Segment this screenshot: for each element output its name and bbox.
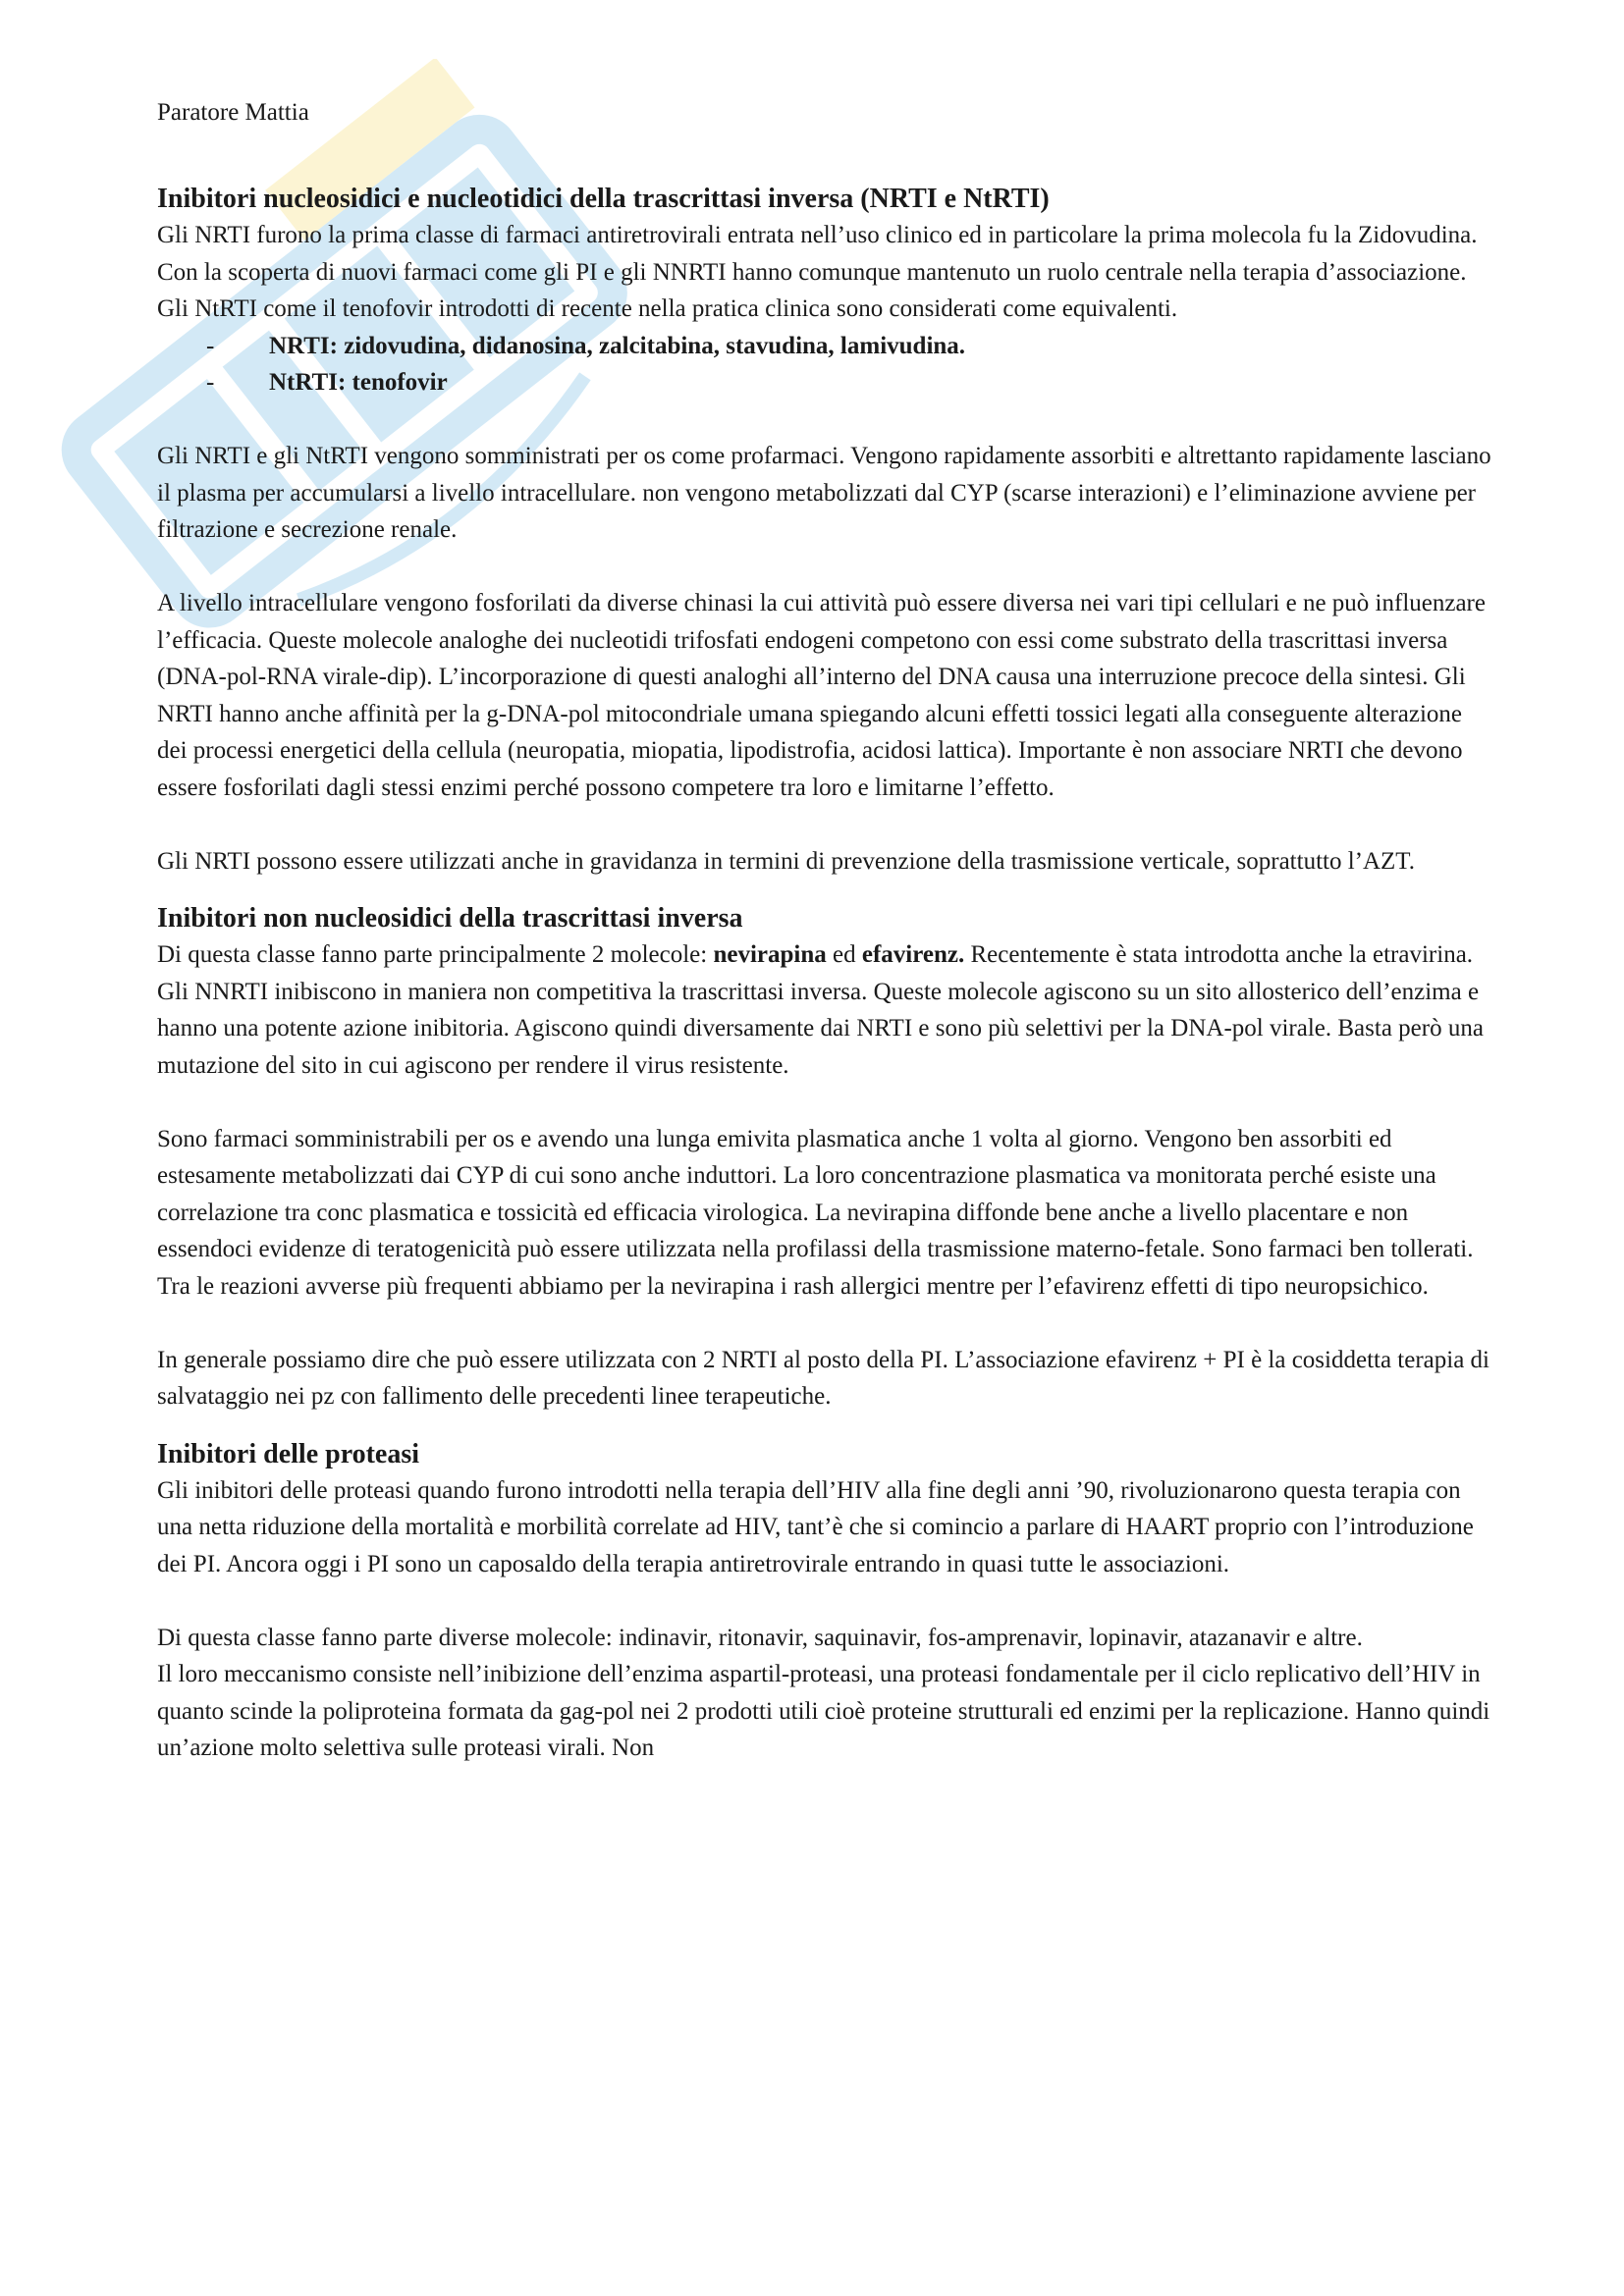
spacer (157, 880, 1492, 901)
list-item-text: NRTI: zidovudina, didanosina, zalcitabina, stavudina, lamivudina. (269, 332, 966, 359)
spacer (157, 1305, 1492, 1342)
document-content (157, 94, 1492, 1767)
author-name: Paratore Mattia (157, 99, 309, 126)
section-title-pi: Inibitori delle proteasi (157, 1438, 420, 1469)
spacer (157, 549, 1492, 586)
drug-name-bold: nevirapina (713, 941, 827, 968)
list-dash: - (206, 332, 215, 359)
paragraph: Sono farmaci somministrabili per os e avendo una lunga emivita plasmatica anche 1 volta al giorno. Vengono ben assorbiti ed estesamente metabolizzati dai CYP di cui sono anche induttori. La loro concentrazione plasmatica va monitorata perché esiste una correlazione tra conc plasmatica e tossicità ed efficacia virologica. La nevirapina diffonde bene anche a livello placentare e non essendoci evidenze di teratogenicità può essere utilizzata nella profilassi della trasmissione materno-fetale. Sono farmaci ben tollerati. Tra le reazioni avverse più frequenti abbiamo per la nevirapina i rash allergici mentre per l’efavirenz effetti di tipo neuropsichico. (157, 1125, 1474, 1300)
spacer (157, 1582, 1492, 1620)
spacer (157, 401, 1492, 439)
spacer (157, 1415, 1492, 1437)
paragraph: Gli inibitori delle proteasi quando furono introdotti nella terapia dell’HIV alla fine degli anni ’90, rivoluzionarono questa terapia con una netta riduzione della mortalità e morbilità correlate ad HIV, tant’è che si comincio a parlare di HAART proprio con l’introduzione dei PI. Ancora oggi i PI sono un caposaldo della terapia antiretrovirale entrando in quasi tutte le associazioni. (157, 1476, 1474, 1577)
drug-list (157, 328, 1492, 401)
paragraph: A livello intracellulare vengono fosforilati da diverse chinasi la cui attività può essere diversa nei vari tipi cellulari e ne può influenzare l’efficacia. Queste molecole analoghe dei nucleotidi trifosfati endogeni competono con essi come substrato della trascrittasi inversa (DNA-pol-RNA virale-dip). L’incorporazione di questi analoghi all’interno del DNA causa una interruzione precoce della sintesi. Gli NRTI hanno anche affinità per la g-DNA-pol mitocondriale umana spiegando alcuni effetti tossici legati alla conseguente alterazione dei processi energetici della cellula (neuropatia, miopatia, lipodistrofia, acidosi lattica). Importante è non associare NRTI che devono essere fosforilati dagli stessi enzimi perché possono competere tra loro e limitarne l’effetto. (157, 590, 1486, 801)
list-item (206, 328, 1492, 365)
paragraph: In generale possiamo dire che può essere utilizzata con 2 NRTI al posto della PI. L’associazione efavirenz + PI è la cosiddetta terapia di salvataggio nei pz con fallimento delle precedenti linee terapeutiche. (157, 1346, 1490, 1410)
spacer (157, 1084, 1492, 1121)
list-dash: - (206, 369, 215, 396)
drug-name-bold: efavirenz. (861, 941, 965, 968)
paragraph-text: Recentemente è stata introdotta anche la etravirina. Gli NNRTI inibiscono in maniera non competitiva la trascrittasi inversa. Queste molecole agiscono su un sito allosterico dell’enzima e hanno una potente azione inibitoria. Agiscono quindi diversamente dai NRTI e sono più selettivi per la DNA-pol virale. Basta però una mutazione del sito in cui agiscono per rendere il virus resistente. (157, 941, 1484, 1079)
paragraph: Di questa classe fanno parte diverse molecole: indinavir, ritonavir, saquinavir, fos-amprenavir, lopinavir, atazanavir e altre. (157, 1624, 1363, 1651)
paragraph: Gli NRTI possono essere utilizzati anche in gravidanza in termini di prevenzione della trasmissione verticale, soprattutto l’AZT. (157, 847, 1415, 875)
paragraph: Gli NRTI e gli NtRTI vengono somministrati per os come profarmaci. Vengono rapidamente assorbiti e altrettanto rapidamente lasciano il plasma per accumularsi a livello intracellulare. non vengono metabolizzati dal CYP (scarse interazioni) e l’eliminazione avviene per filtrazione e secrezione renale. (157, 443, 1491, 543)
paragraph-text: Di questa classe fanno parte principalmente 2 molecole: (157, 941, 714, 968)
paragraph: Il loro meccanismo consiste nell’inibizione dell’enzima aspartil-proteasi, una proteasi fondamentale per il ciclo replicativo dell’HIV in quanto scinde la poliproteina formata da gag-pol nei 2 prodotti utili cioè proteine strutturali ed enzimi per la replicazione. Hanno quindi un’azione molto selettiva sulle proteasi virali. Non (157, 1661, 1490, 1761)
paragraph-text: ed (826, 941, 862, 968)
paragraph: Gli NRTI furono la prima classe di farmaci antiretrovirali entrata nell’uso clinico ed in particolare la prima molecola fu la Zidovudina. Con la scoperta di nuovi farmaci come gli PI e gli NNRTI hanno comunque mantenuto un ruolo centrale nella terapia d’associazione. Gli NtRTI come il tenofovir introdotti di recente nella pratica clinica sono considerati come equivalenti. (157, 222, 1478, 322)
list-item (206, 364, 1492, 401)
paragraph (157, 936, 1492, 1084)
section-title-nnrti: Inibitori non nucleosidici della trascrittasi inversa (157, 903, 743, 934)
spacer (157, 806, 1492, 843)
section-title-nrti: Inibitori nucleosidici e nucleotidici della trascrittasi inversa (NRTI e NtRTI) (157, 184, 1050, 214)
list-item-text: NtRTI: tenofovir (269, 369, 448, 396)
